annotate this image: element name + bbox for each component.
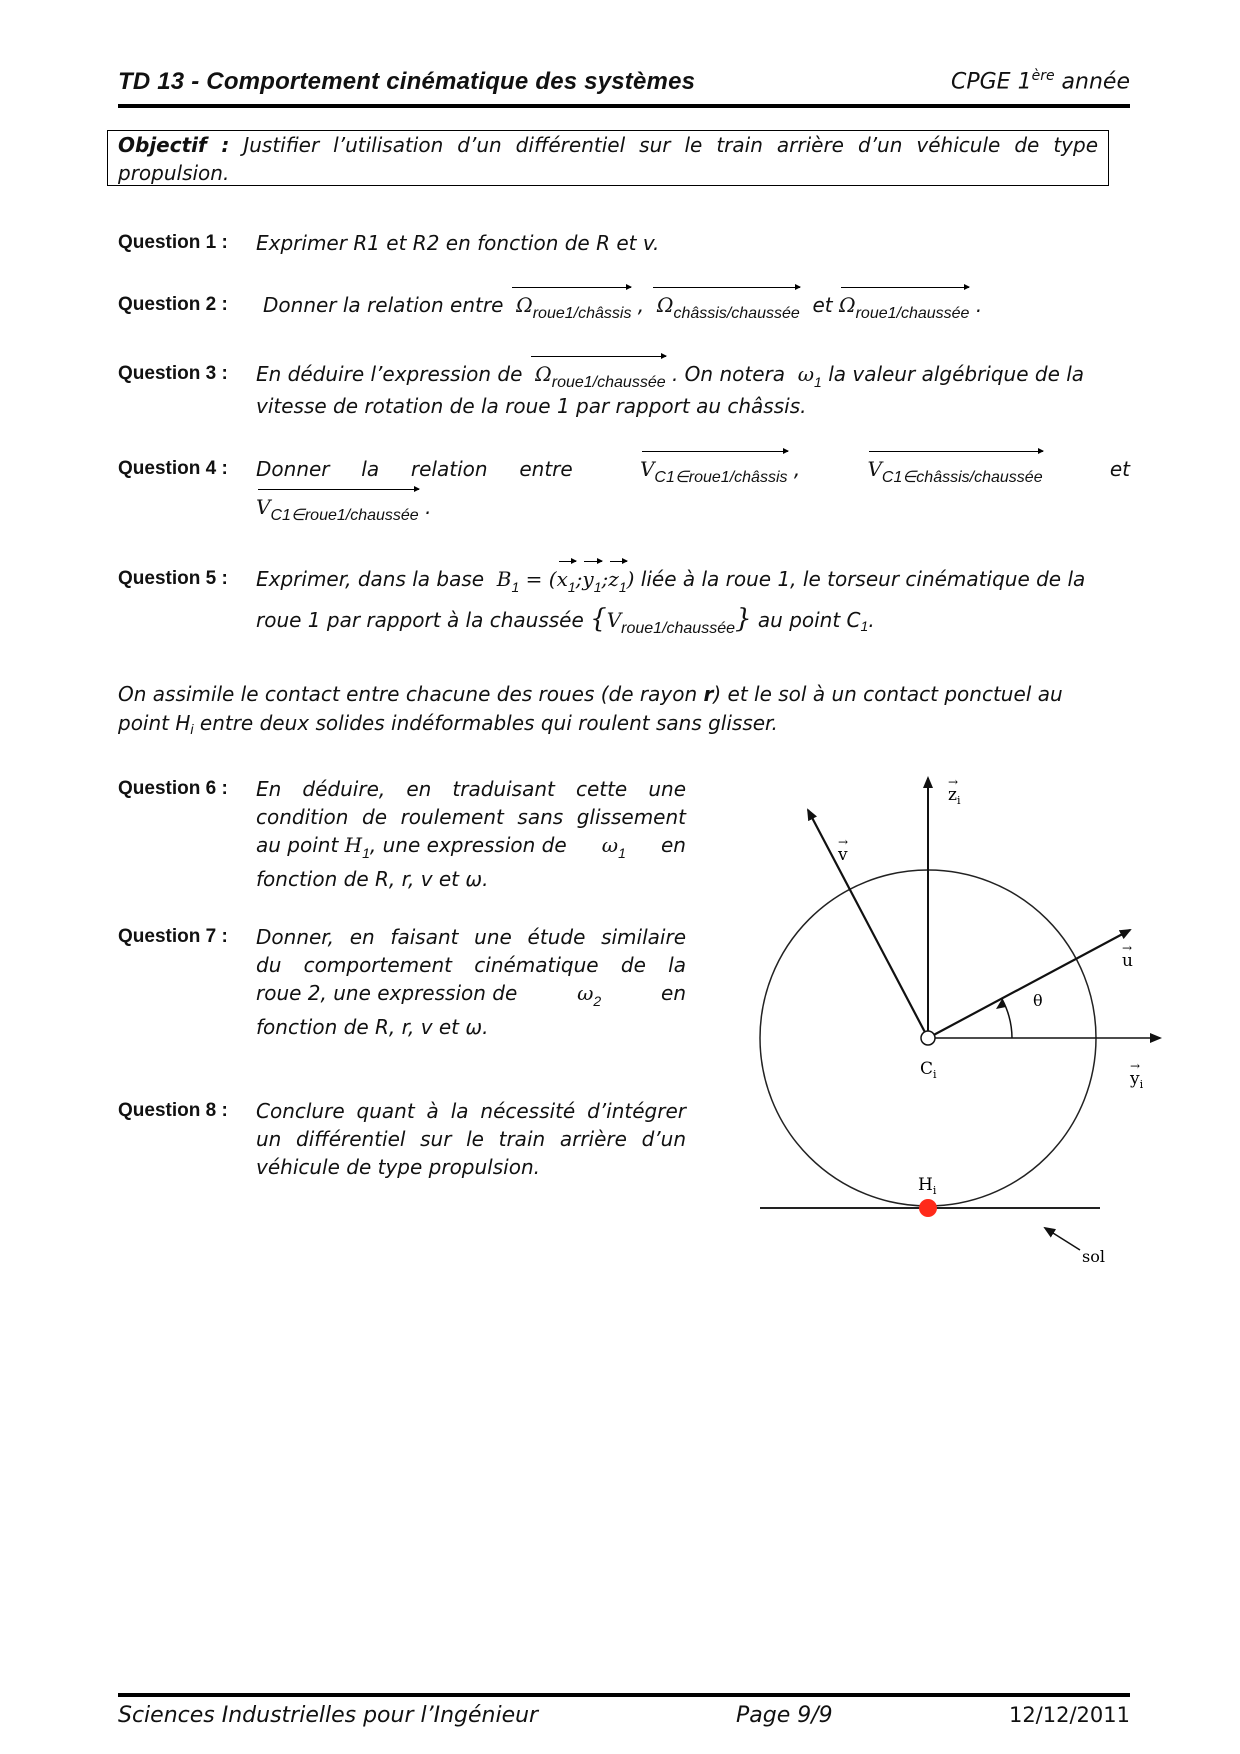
basis-expression: $B_1$ = $(x_1;y_1;z_1)$ [490,567,635,595]
question-text: . On notera [671,362,785,386]
z-label-arrow: → [948,775,959,789]
end-mark: . [868,608,875,632]
end-mark: . [975,293,983,317]
y-label: $y_i$ [1130,1069,1144,1091]
v-vector-arrow [808,810,928,1038]
objective-label: Objectif : [118,133,230,157]
question-line: En déduire, en traduisant cette une [256,777,686,801]
class-suffix: année [1054,69,1130,95]
footer-date: 12/12/2011 [1008,1703,1130,1727]
velocity-subscript: C1∈châssis/chaussée [881,469,1043,486]
separator: , [793,457,801,481]
question-line: au point [256,833,339,857]
separator: et [1109,457,1130,481]
u-label-arrow: → [1122,941,1133,955]
question-line: Donner, en faisant une étude similaire [256,925,686,949]
radius-symbol: r [703,682,714,706]
sol-pointer-arrow [1045,1228,1080,1250]
question-text: en [661,981,686,1005]
omega-subscript: roue1/chaussée [855,305,970,322]
center-point [921,1031,935,1045]
omega-vector: $\Omega_{châssis/chaussée}$ [650,293,800,322]
class-prefix: CPGE 1 [951,69,1032,95]
question-text: Donner la relation entre [263,293,504,317]
page-number: Page 9/9 [736,1703,833,1728]
contact-label: $H_i$ [918,1175,937,1197]
question-line: condition de roulement sans glissement [256,805,686,829]
v-label: v [838,845,848,865]
u-vector-arrow [928,930,1133,1038]
contact-point [919,1199,937,1217]
question-text: , une expression de [369,833,567,857]
question-label: Question 7 : [118,926,228,947]
question-line: du comportement cinématique de la [256,953,686,977]
question-text: la valeur algébrique de la [828,362,1085,386]
y-label-arrow: → [1130,1059,1141,1073]
omega-vector: $\Omega_{roue1/châssis}$ [509,293,632,322]
assumption-text: ) et le sol à un contact ponctuel au [713,682,1063,706]
ground-label: sol [1082,1247,1105,1266]
assumption-paragraph [118,680,1130,740]
torsor-subscript: roue1/chaussée [621,620,735,637]
question-text: En déduire l’expression de [256,362,523,386]
question-label: Question 5 : [118,568,228,589]
question-label: Question 4 : [118,458,228,479]
question-text: Donner la relation entre [256,457,573,481]
question-line: Conclure quant à la nécessité d’intégrer [256,1099,686,1123]
omega-1: $\omega_1$ [601,833,626,861]
omega-1: $\omega_1$ [791,362,822,390]
separator: et [812,293,833,317]
document-title: TD 13 - Comportement cinématique des systèmes [118,68,696,95]
question-label: Question 1 : [118,232,228,253]
objective-text: Justifier l’utilisation d’un différentiel sur le train arrière d’un véhicule de type propulsion. [118,133,1099,185]
contact-subscript: i [190,721,194,737]
wheel-diagram [740,770,1170,1270]
question-text: Exprimer, dans la base [256,567,485,591]
assumption-text: On assimile le contact entre chacune des roues (de rayon [118,682,704,706]
question-line: fonction de R, r, v et ω. [256,1015,489,1039]
question-text: liée à la roue 1, le torseur cinématique de la [640,567,1086,591]
v-label-arrow: → [838,835,849,849]
omega-vector: $\Omega_{roue1/chaussée}$ [528,362,666,391]
assumption-text: point H [118,711,191,735]
velocity-vector: $V_{C1\in roue1/chaussée}$ [256,495,419,524]
u-label: u [1122,951,1133,971]
omega-2: $\omega_2$ [577,981,602,1009]
velocity-subscript: C1∈roue1/chaussée [270,507,419,524]
question-label: Question 8 : [118,1100,228,1121]
omega-vector: $\Omega_{roue1/chaussée}$ [839,293,970,322]
question-text: en [661,833,686,857]
question-line: fonction de R, r, v et ω. [256,867,489,891]
question-line: un différentiel sur le train arrière d’un [256,1127,686,1151]
question-line: véhicule de type propulsion. [256,1155,540,1179]
question-text: vitesse de rotation de la roue 1 par rapport au châssis. [256,394,807,418]
question-text: Exprimer R1 et R2 en fonction de R et v. [256,231,660,255]
question-line: roue 2, une expression de [256,981,518,1005]
question-text: roue 1 par rapport à la chaussée [256,608,584,632]
end-mark: . [425,495,432,519]
theta-label: θ [1033,991,1043,1010]
velocity-vector: $V_{C1\in roue1/châssis}$ [639,457,788,486]
footer-rule [118,1693,1130,1697]
omega-subscript: châssis/chaussée [673,305,800,322]
velocity-subscript: C1∈roue1/châssis [654,469,788,486]
omega-subscript: roue1/châssis [532,305,632,322]
question-label: Question 3 : [118,363,228,384]
question-label: Question 6 : [118,778,228,799]
center-label: $C_i$ [920,1059,937,1081]
kinematic-torsor: $\{V_{roue1/chaussée}\}$ [590,604,752,637]
assumption-text: entre deux solides indéformables qui roulent sans glisser. [193,711,778,735]
objective-box [107,130,1109,186]
header-rule [118,104,1130,108]
separator: , [637,293,645,317]
question-text: au point C [757,608,861,632]
footer-subject: Sciences Industrielles pour l’Ingénieur [118,1703,539,1728]
class-sup: ère [1031,68,1055,84]
z-label: $z_i$ [948,785,961,807]
velocity-vector: $V_{C1\in châssis/chaussée}$ [867,457,1043,486]
question-label: Question 2 : [118,294,228,315]
class-level [951,68,1130,94]
omega-subscript: roue1/chaussée [551,374,666,391]
point-subscript: 1 [860,618,869,634]
